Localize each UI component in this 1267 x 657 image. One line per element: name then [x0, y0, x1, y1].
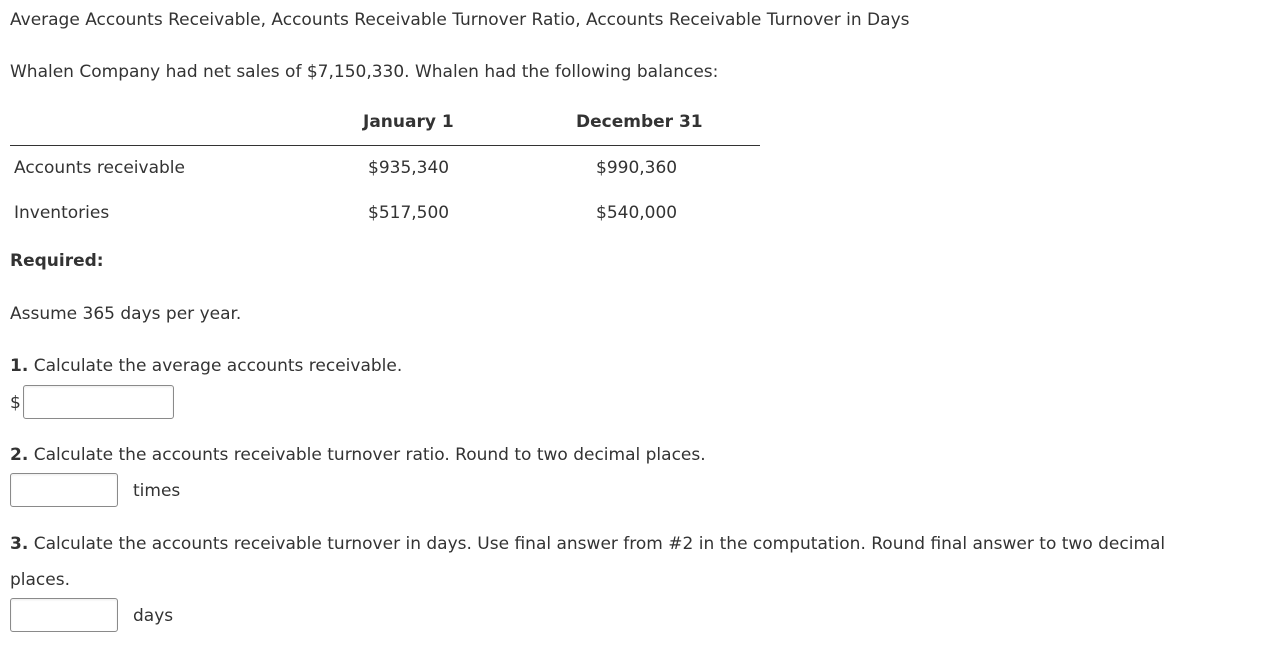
average-ar-input[interactable] — [23, 385, 174, 419]
cell-inventories-january: $517,500 — [368, 203, 450, 223]
unit-label-times: times — [133, 481, 181, 501]
question-3-number: 3. — [10, 534, 29, 554]
row-label-accounts-receivable: Accounts receivable — [14, 158, 185, 178]
question-2-text: Calculate the accounts receivable turnover ratio. Round to two decimal places. — [33, 445, 706, 465]
required-heading: Required: — [10, 251, 104, 271]
cell-inventories-december: $540,000 — [596, 203, 678, 223]
table-header-rule — [10, 145, 760, 146]
cell-ar-december: $990,360 — [596, 158, 678, 178]
question-2-number: 2. — [10, 445, 29, 465]
column-header-december: December 31 — [576, 112, 703, 132]
question-1 — [10, 356, 402, 376]
cell-ar-january: $935,340 — [368, 158, 450, 178]
question-2 — [10, 445, 706, 465]
unit-label-days: days — [133, 606, 174, 626]
row-label-inventories: Inventories — [14, 203, 110, 223]
question-3-text-continued: places. — [10, 570, 70, 590]
question-3-text: Calculate the accounts receivable turnover in days. Use final answer from #2 in the computation. Round final answer to two decimal — [33, 534, 1166, 554]
question-1-text: Calculate the average accounts receivable. — [33, 356, 403, 376]
turnover-days-input[interactable] — [10, 598, 118, 632]
column-header-january: January 1 — [363, 112, 454, 132]
question-1-number: 1. — [10, 356, 29, 376]
assumption-text: Assume 365 days per year. — [10, 304, 242, 324]
turnover-ratio-input[interactable] — [10, 473, 118, 507]
currency-symbol: $ — [10, 393, 21, 413]
page-title: Average Accounts Receivable, Accounts Receivable Turnover Ratio, Accounts Receivable Turnover in Days — [10, 10, 910, 30]
problem-intro: Whalen Company had net sales of $7,150,330. Whalen had the following balances: — [10, 62, 719, 82]
question-3 — [10, 534, 1165, 554]
